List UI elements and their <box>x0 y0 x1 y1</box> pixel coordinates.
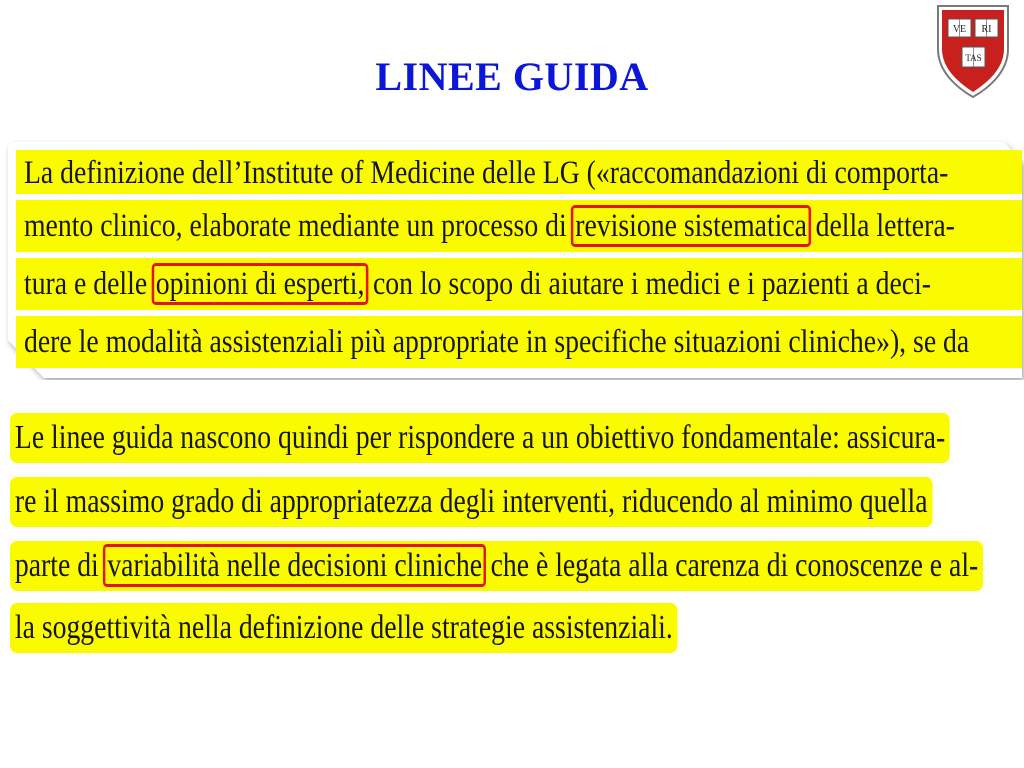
crest-shield-icon <box>935 3 1011 99</box>
harvard-crest-logo <box>935 3 1011 99</box>
excerpt2-line-3 <box>10 541 983 591</box>
excerpt2-line-1: Le linee guida nascono quindi per rispondere a un obiettivo fondamentale: assicura- <box>10 413 950 463</box>
excerpt2-line-2: re il massimo grado di appropriatezza degli interventi, riducendo al minimo quella <box>10 477 932 527</box>
excerpt1-line-2-post: della lettera- <box>808 208 955 244</box>
crest-book-ve: VE <box>952 24 967 35</box>
crest-book-tas: TAS <box>965 53 982 63</box>
excerpt2-line-3-pre: parte di <box>14 547 106 584</box>
excerpt1-line-1: La definizione dell’Institute of Medicine delle LG («raccomandazioni di comporta- <box>24 155 949 191</box>
highlight-box-opinioni-di-esperti: opinioni di esperti, <box>155 266 365 302</box>
highlight-box-variabilita: variabilità nelle decisioni cliniche <box>107 547 483 584</box>
excerpt1-line-4: dere le modalità assistenziali più appropriate in specifiche situazioni cliniche»), se da <box>24 324 970 360</box>
excerpt1-line-2-pre: mento clinico, elaborate mediante un processo di <box>24 208 574 244</box>
highlight-box-revisione-sistematica: revisione sistematica <box>575 208 807 244</box>
excerpt1-line-3-post: con lo scopo di aiutare i medici e i pazienti a deci- <box>366 266 932 302</box>
excerpt1-line-3-pre: tura e delle <box>24 266 155 302</box>
excerpt2-line-3-post: che è legata alla carenza di conoscenze e al- <box>483 547 979 584</box>
excerpt-institute-of-medicine <box>4 140 1024 380</box>
excerpt1-line-2 <box>24 203 955 249</box>
crest-book-ri: RI <box>981 24 992 35</box>
excerpt2-line-4: la soggettività nella definizione delle strategie assistenziali. <box>10 603 678 653</box>
excerpt1-line-3 <box>24 261 931 307</box>
slide-title: LINEE GUIDA <box>375 54 649 99</box>
